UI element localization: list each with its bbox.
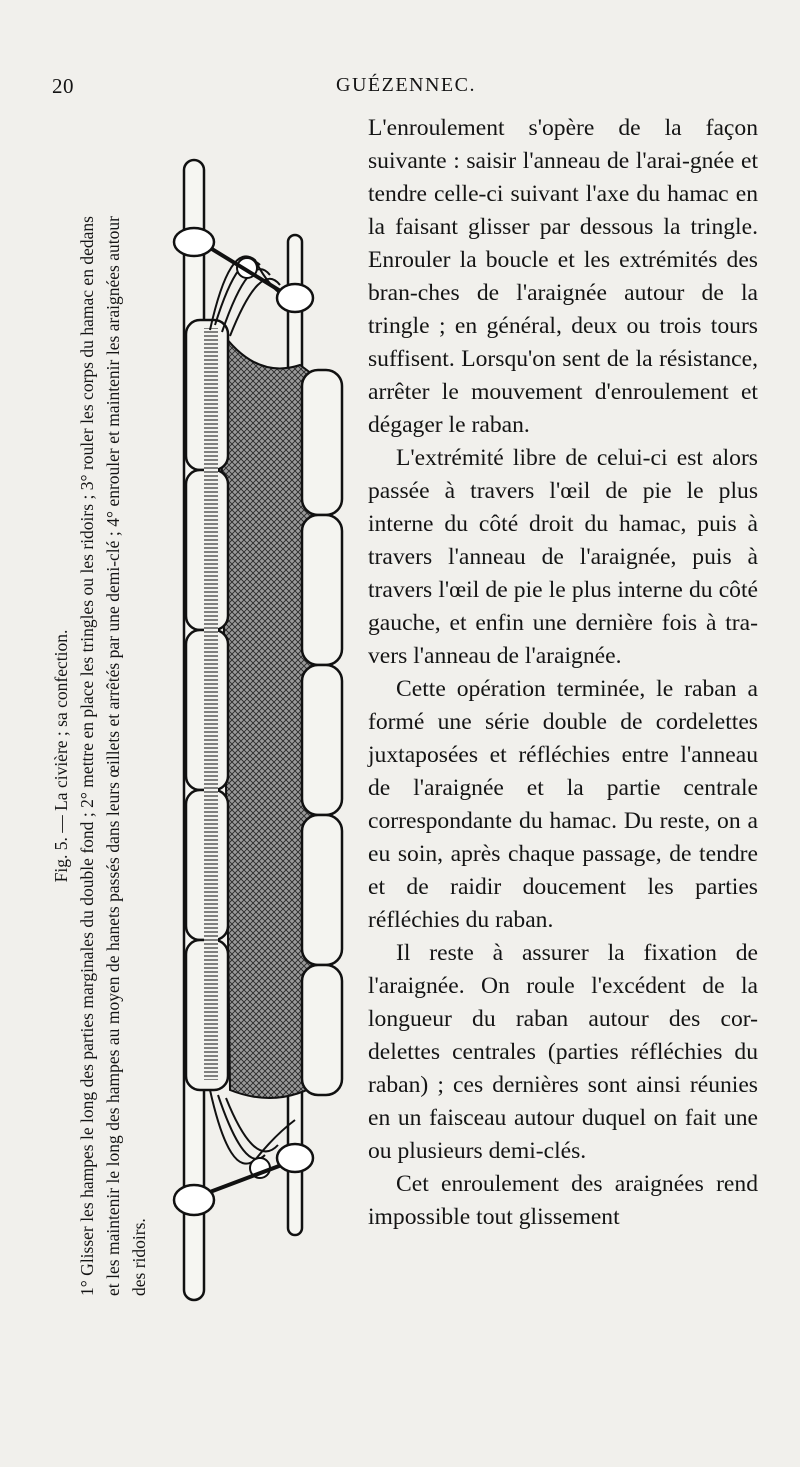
running-head: GUÉZENNEC. (336, 74, 476, 96)
stretcher-drawing (160, 150, 360, 1310)
bottom-spider (194, 1090, 295, 1198)
caption-text: 1° Glisser les hampes le long des parties marginales du double fond ; 2° mettre en place les tringles ou les ridoirs ; 3° rouler les corps du hamac en dedans et les maintenir le long des hampes au moyen de hanets passés dans leurs œillets et arrêtés par une demi-clé ; 4° enrouler et maintenir les araignées autour des ridoirs. (77, 216, 149, 1296)
paragraph: L'enroulement s'opère de la façon suivante : saisir l'anneau de l'arai-gnée et tendre celle-ci suivant l'axe du hamac en la faisant glisser par dessous la tringle. Enrouler la boucle et les extrémités des bran-ches de l'araignée autour de la tringle ; en général, deux ou trois tours suffisent. Lorsqu'on sent de la résistance, arrêter le mouvement d'enroulement et dégager le raban. (368, 115, 758, 438)
figure-caption (48, 216, 158, 1296)
paragraph: L'extrémité libre de celui-ci est alors passée à travers l'œil de pie le plus interne du côté droit du hamac, puis à travers l'anneau de l'araignée, puis à travers l'œil de pie le plus interne du côté gauche, et enfin une dernière fois à tra-vers l'anneau de l'araignée. (368, 445, 758, 669)
paragraph: Cette opération terminée, le raban a formé une série double de cordelettes juxtaposées et réfléchies entre l'anneau de l'araignée et la partie centrale correspondante du hamac. Du reste, on a eu soin, après chaque passage, de tendre et de raidir doucement les parties réfléchies du raban. (368, 676, 758, 933)
page-number: 20 (52, 74, 74, 98)
stretcher-illustration (160, 150, 360, 1310)
paragraph: Il reste à assurer la fixation de l'araignée. On roule l'excédent de la longueur du raban autour des cor-delettes centrales (parties réfléchies du raban) ; ces dernières sont ainsi réunies en un faisceau autour duquel on fait une ou plusieurs demi-clés. (368, 940, 758, 1164)
caption-title: Fig. 5. — La civière ; sa confection. (51, 629, 71, 883)
right-rolled-edge (302, 370, 342, 1095)
left-rolled-edge (186, 320, 228, 1090)
paragraph: Cet enroulement des araignées rend impossible tout glissement (368, 1171, 758, 1230)
main-text (368, 112, 758, 1234)
